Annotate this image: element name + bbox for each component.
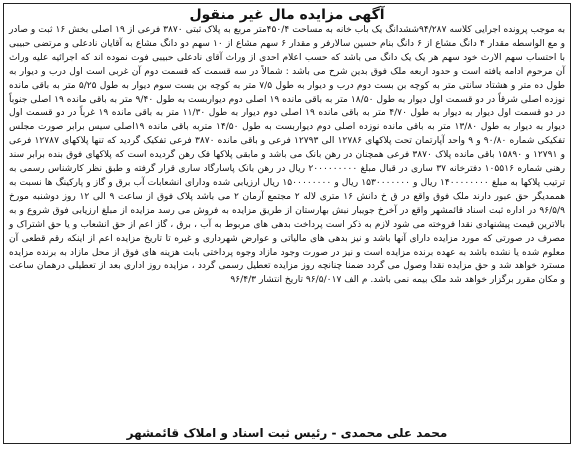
notice-title: آگهی مزایده مال غیر منقول (189, 7, 385, 23)
notice-signature: محمد علی محمدی - رئیس ثبت اسناد و املاک قائمشهر (126, 426, 448, 440)
auction-notice (3, 3, 571, 444)
notice-body: به موجب پرونده اجرایی کلاسه ۹۴/۲۸۷ششدانگ یک باب خانه به مساحت ۴۵۰/۴متر مربع به پلاک ثبتی ۳۸۷۰ فرعی از ۱۹ اصلی بخش ۱۶ ثبت و صادر و مع الواسطه مقدار ۴ دانگ مشاع از ۶ دانگ بنام حسین سالارفر و مقدار ۶ سهم مشاع از ۱۰ سهم دو دانگ مشاع به آقایان نادعلی و مرتضی حبیبی با احتساب سهم الارث خود سهم هر یک یک دانگ می باشد که حسب اعلام احدی از وراث آقای نادعلی حبیبی فوت نموده اند که اجرائیه علیه وراث آن مرحوم ادامه یافته است و حدود اربعه ملک فوق بدین شرح می باشد : شمالاً در سه قسمت که قسمت دوم آن غربی است اول درب و دیوار به طول ده متر و هشتاد سانتی متر به کوچه بن بست دوم درب و دیوار به طول ۷/۵ متر به کوچه بن بست سوم دیوار به طول ۵/۲۵ متر به باقی مانده نوزده اصلی شرقاً در دو قسمت اول دیوار به طول ۱۸/۵۰ متر به باقی مانده ۱۹ اصلی دوم دیواربست به طول ۹/۴۰ متر به باقی مانده ۱۹ اصلی جنوباً در دو قسمت اول دیوار به دیوار به طول ۴/۷۰ متر به باقی مانده ۱۹ اصلی دوم دیوار به طول ۱۱/۳۰ متر به باقی مانده ۱۹ غرباً در دو قسمت اول دیوار به دیوار به طول ۱۳/۸۰ متر به باقی مانده نوزده اصلی دوم دیواربست به طول ۱۴/۵۰ متربه باقی مانده ۱۹اصلی سیس برابر صورت مجلس تفکیکی شماره ۹۰/۸۰ و ۹ واحد آپارتمان تحت پلاکهای ۱۲۷۸۶ الی ۱۲۷۹۳ فرعی و باقی مانده ۳۸۷۰ فرعی تفکیک گردید که تنها پلاکهای ۱۲۷۸۷ فرعی و ۱۲۷۹۱ و ۱۵۸۹۰ باقی مانده پلاک ۳۸۷۰ فرعی همچنان در رهن بانک می باشد و مابقی پلاکها فک رهن گردیده است که پلاکهای فوق بنده برابر سند رهنی شماره ۱۰۵۵۱۶ دفترخانه ۳۷ ساری در قبال مبلغ ۲۰۰۰۰۰۰۰۰۰ ریال در رهن بانک پاسارگاد ساری قرار گرفته و طبق نظر کارشناس رسمی به ترتیب پلاکها به مبلغ ۱۴۰۰۰۰۰۰۰۰ ریال و ۱۵۳۰۰۰۰۰۰۰ ریال و ۱۵۰۰۰۰۰۰۰۰ ریال ارزیابی شده ودارای انشعابات آب برق و گاز و پارکینگ ها نسبت به هممدیگر حق عبور دارند ملک فوق واقع در ق خ دانش ۱۶ متری لاله ۲ مجتمع آرمان ۲ می باشد پلاک فوق از ساعت ۹ الی ۱۲ روز دوشنبه مورخ ۹۶/۵/۹ در اداره ثبت اسناد قائمشهر واقع در آخرخ جویبار نبش بهارستان از طریق مزایده به فروش می رسد مزایده از مبلغ ارزیابی فوق شروع و به بالاترین قیمت پیشنهادی نقدا فروخته می شود لازم به ذکر است پرداخت بدهی های مربوط به آب ، برق ، گاز اعم از حق انشعاب و یا حق اشتراک و مصرف در صورتی که مورد مزایده دارای آنها باشد و نیز بدهی های مالیاتی و عوارض شهرداری و غیره تا تاریخ مزایده اعم از اینکه رقم قطعی آن معلوم شده یا نشده باشد به عهده برنده مزایده است و نیز در صورت وجود مازاد وجوه پرداختی بابت هزینه های فوق از محل مازاد به برنده مزایده مسترد خواهد شد و حق مزایده نقدا وصول می گردد ضمنا چنانچه روز مزایده تعطیل رسمی گردد ، مزایده روز اداری بعد از تعطیلی درهمان ساعت و مکان مقرر برگزار خواهد شد ملک بیمه نمی باشد. م الف ۹۶/۵/۰۱۷ تاریخ انتشار ۹۶/۴/۳ (9, 25, 566, 286)
